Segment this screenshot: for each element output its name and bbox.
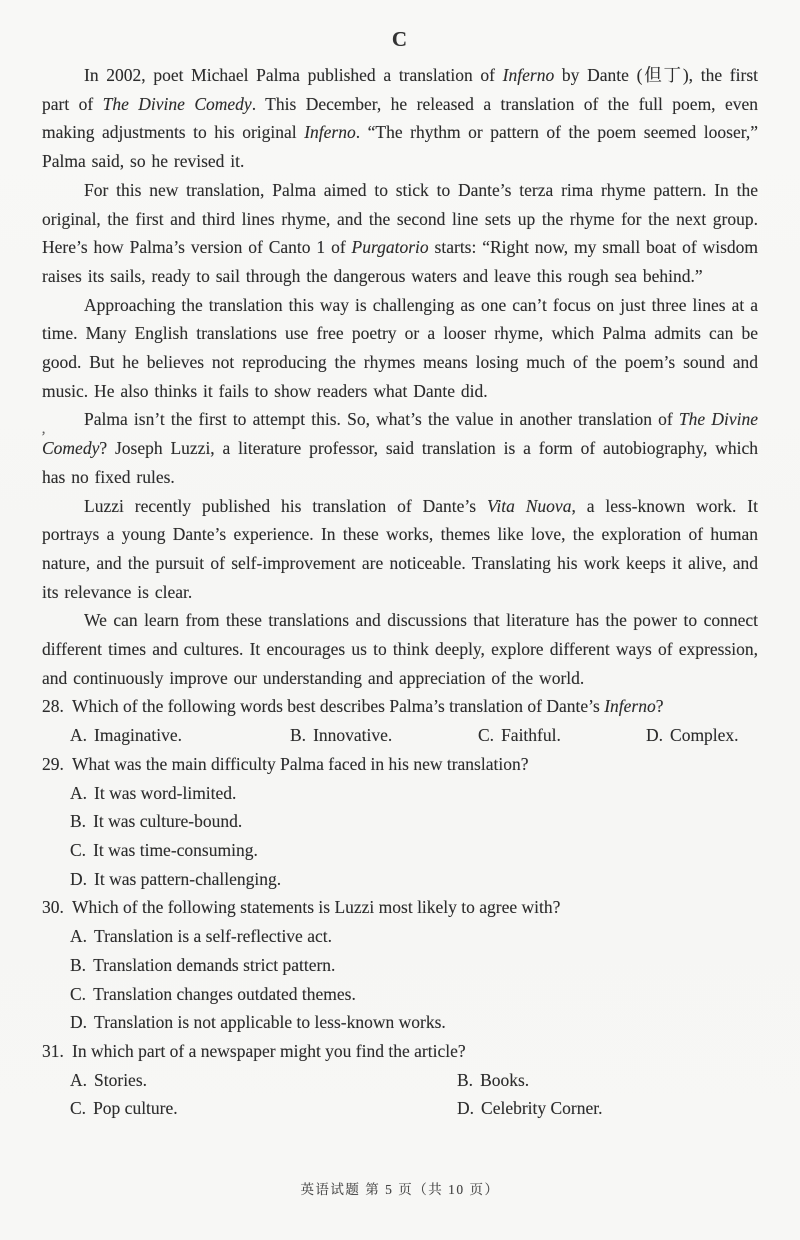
section-label: C [391,27,409,51]
text-segment: Approaching the translation this way is challenging as one can’t focus on just three lines at a time. Many English translations use free poetry or a looser rhyme, which Palma admits can be good. But he believes not reproducing the rhymes means losing much of the poem’s sound and music. He also thinks it fails to show readers what Dante did. [42,294,758,401]
scan-artifact-mark [41,429,46,446]
text-segment: by Dante (但丁), the first part of [42,65,758,114]
option-label: B. [290,725,307,746]
option-b [42,951,758,980]
option-text: Faithful. [501,725,561,746]
question-stem [42,1037,758,1066]
option-text: Imaginative. [94,725,182,746]
option-c [478,721,646,750]
option-label: B. [457,1069,474,1090]
text-segment: . This December, he released a translation of the full poem, even making adjustments to his original [42,93,759,143]
option-label: D. [457,1098,475,1119]
question-number: 28. [42,696,64,717]
text-segment-italic: Inferno [502,65,555,85]
text-segment: Luzzi recently published his translation of Dante’s [84,495,487,516]
option-text: Translation is not applicable to less-known works. [94,1012,446,1033]
question-number: 31. [42,1040,64,1061]
text-segment: Which of the following words best describes Palma’s translation of Dante’s [72,696,605,717]
option-text: Pop culture. [93,1098,178,1119]
question-stem [42,692,758,721]
option-text: Translation demands strict pattern. [93,954,336,975]
option-label: B. [70,954,87,975]
option-label: A. [70,725,88,746]
option-label: A. [70,782,88,803]
question-number: 29. [42,753,64,774]
option-label: C. [70,1098,87,1119]
text-segment: Which of the following statements is Luzzi most likely to agree with? [72,897,561,918]
option-a [70,721,290,750]
option-label: D. [70,868,88,889]
option-d [457,1094,758,1123]
option-a [42,779,758,808]
text-segment-italic: Inferno [604,696,656,717]
text-segment-italic: Inferno [304,122,356,143]
option-b [457,1066,758,1095]
option-a [70,1066,457,1095]
question-28 [42,692,758,749]
page-footer: 英语试题 第 5 页（共 10 页） [300,1182,500,1197]
option-label: B. [70,811,87,832]
question-31 [42,1037,758,1123]
option-c [42,980,758,1009]
text-segment: ? Joseph Luzzi, a literature professor, said translation is a form of autobiography, which has no fixed rules. [42,438,758,487]
option-text: Complex. [670,725,739,746]
option-text: Translation changes outdated themes. [93,983,356,1004]
option-label: C. [70,983,87,1004]
question-29 [42,750,758,894]
option-d [42,1008,758,1037]
passage-paragraph-1 [42,61,758,176]
question-number: 30. [42,897,64,918]
option-c [70,1094,457,1123]
text-segment: , a less-known work. It portrays a young Dante’s experience. In these works, themes like love, the exploration of human nature, and the pursuit of self-improvement are noticeable. Translating his work keeps it alive, and its relevance is clear. [42,495,758,602]
passage-paragraph-5 [42,492,758,607]
option-label: A. [70,1069,88,1090]
text-segment-italic: The Divine Comedy [102,93,252,114]
question-stem [42,893,758,922]
reading-passage [42,61,758,692]
question-options [42,779,758,894]
text-segment-italic: Purgatorio [351,237,429,258]
passage-paragraph-6 [42,606,758,692]
option-d [646,721,758,750]
passage-paragraph-3 [42,291,758,406]
option-text: It was word-limited. [94,782,237,803]
question-options [42,922,758,1037]
option-b [42,807,758,836]
question-stem [42,750,758,779]
questions-section [42,692,758,1123]
question-options [42,721,758,750]
option-label: C. [70,839,87,860]
option-text: Stories. [94,1069,148,1090]
text-segment: What was the main difficulty Palma faced in his new translation? [72,753,529,774]
option-label: C. [478,725,495,746]
question-options [42,1066,758,1123]
option-text: Translation is a self-reflective act. [94,926,332,947]
passage-paragraph-2 [42,176,758,291]
text-segment-italic: Vita Nuova [486,495,572,516]
option-text: Innovative. [313,725,393,746]
passage-paragraph-4 [42,405,758,491]
option-a [42,922,758,951]
option-c [42,836,758,865]
question-30 [42,893,758,1037]
option-label: D. [646,725,664,746]
option-text: It was pattern-challenging. [94,868,282,889]
text-segment: For this new translation, Palma aimed to stick to Dante’s terza rima rhyme pattern. In the original, the first and third lines rhyme, and the second line sets up the rhyme for the next group. Here’s how Palma’s version of Canto 1 of [42,179,758,258]
option-text: It was culture-bound. [93,811,243,832]
text-segment: ? [655,696,664,717]
text-segment: . “The rhythm or pattern of the poem seemed looser,” Palma said, so he revised it. [42,122,759,172]
text-segment-italic: The Divine Comedy [42,409,758,459]
text-segment: Palma isn’t the first to attempt this. So, what’s the value in another translation of [84,409,679,430]
option-b [290,721,478,750]
option-text: It was time-consuming. [93,839,258,860]
option-d [42,865,758,894]
text-segment: starts: “Right now, my small boat of wisdom raises its sails, ready to sail through the dangerous waters and leave this rough sea behind.” [42,237,758,286]
text-segment: In which part of a newspaper might you find the article? [72,1040,466,1061]
option-label: D. [70,1012,88,1033]
option-label: A. [70,926,88,947]
option-text: Books. [480,1069,530,1090]
option-text: Celebrity Corner. [481,1098,603,1119]
text-segment: We can learn from these translations and discussions that literature has the power to connect different times and cultures. It encourages us to think deeply, explore different ways of expression, and continuously improve our understanding and appreciation of the world. [42,610,758,688]
text-segment: In 2002, poet Michael Palma published a translation of [84,65,503,85]
